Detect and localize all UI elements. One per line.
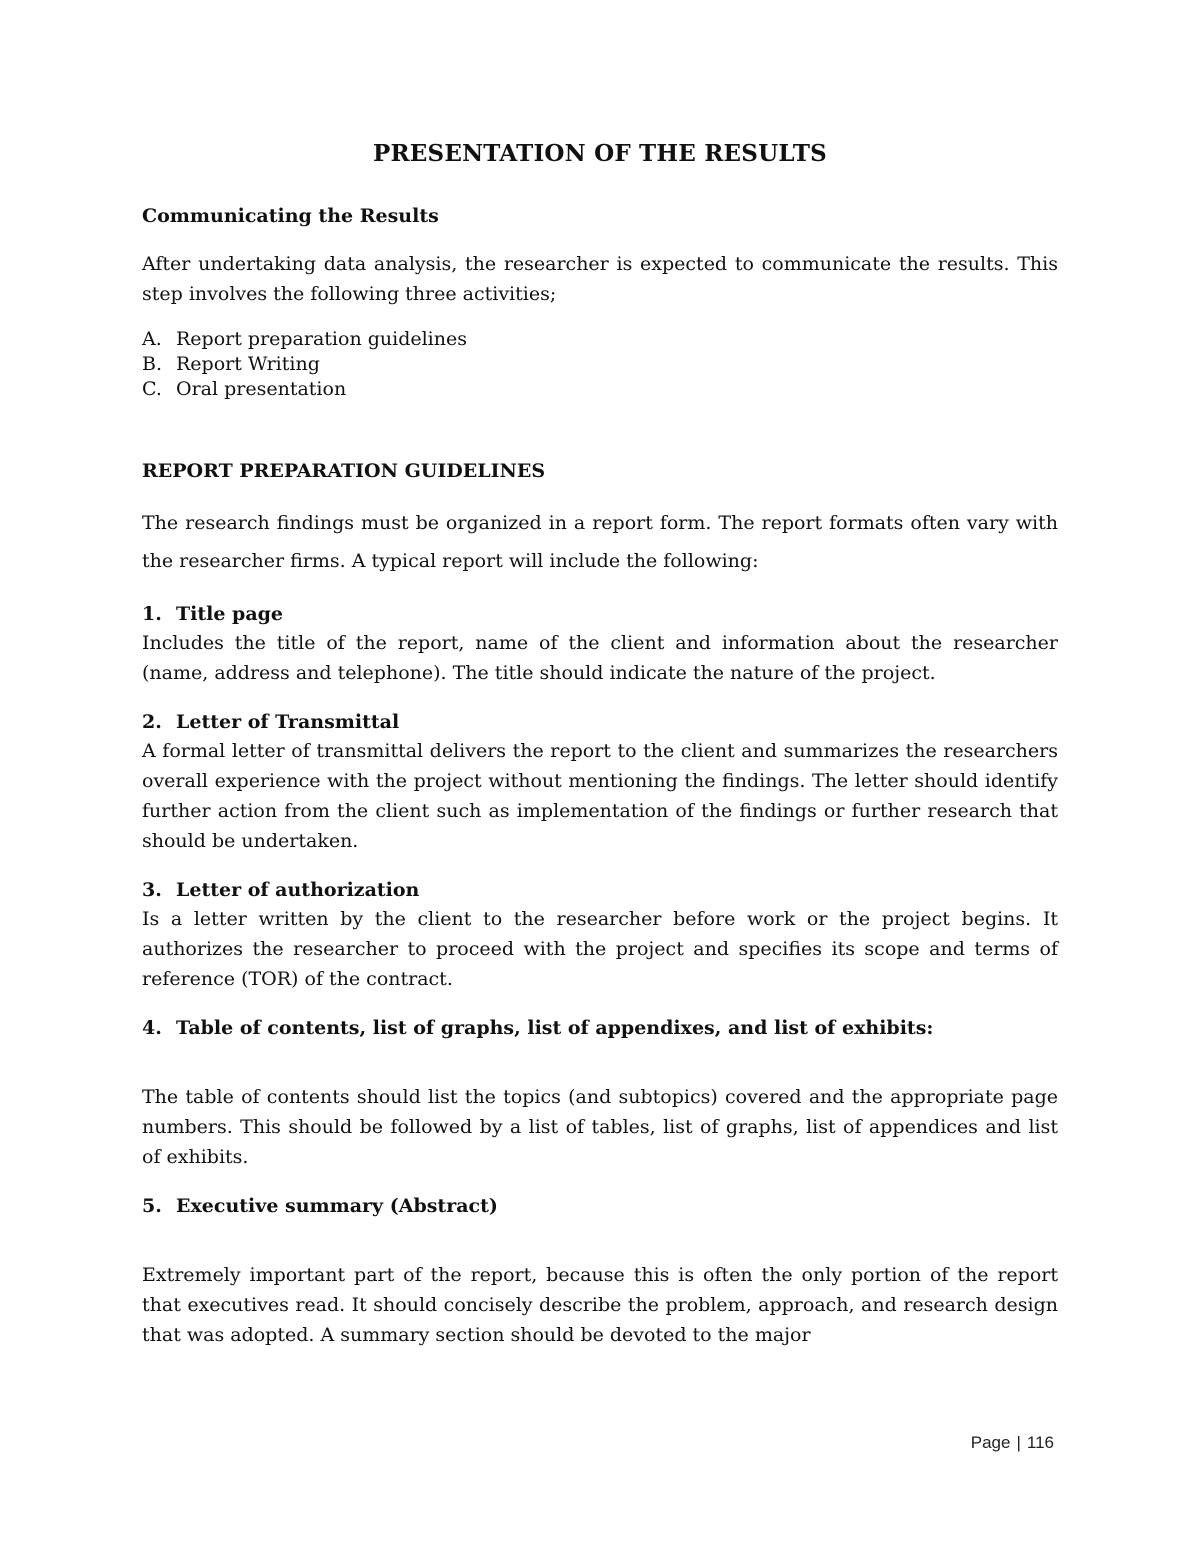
item-body: Includes the title of the report, name of the client and information about the researcher (name, address and telephone). The title should indicate the nature of the project. (142, 632, 1058, 684)
list-item (142, 327, 1058, 352)
item-heading (142, 1014, 1058, 1042)
item-heading-text: Letter of authorization (176, 879, 420, 901)
page-label: Page (970, 1433, 1011, 1452)
item-heading (142, 600, 1058, 628)
report-item-letter-of-transmittal (142, 708, 1058, 856)
item-body: A formal letter of transmittal delivers the report to the client and summarizes the researchers overall experience with the project without mentioning the findings. The letter should identify further action from the client such as implementation of the findings or further research that should be undertaken. (142, 740, 1058, 852)
item-heading-text: Table of contents, list of graphs, list of appendixes, and list of exhibits: (176, 1017, 934, 1039)
section-intro-paragraph: The research findings must be organized in a report form. The report formats often vary with the researcher firms. A typical report will include the following: (142, 512, 1058, 572)
item-number: 1. (142, 603, 162, 625)
item-heading-text: Title page (176, 603, 284, 625)
list-marker: C. (142, 378, 162, 400)
list-marker: A. (142, 328, 162, 350)
item-number: 4. (142, 1017, 162, 1039)
item-number: 3. (142, 879, 162, 901)
item-heading (142, 1192, 1058, 1220)
page-footer (971, 1433, 1054, 1453)
activities-list (142, 327, 1058, 402)
item-number: 2. (142, 711, 162, 733)
report-item-title-page (142, 600, 1058, 688)
intro-paragraph: After undertaking data analysis, the researcher is expected to communicate the results. This step involves the following three activities; (142, 253, 1058, 305)
item-heading (142, 708, 1058, 736)
item-heading (142, 876, 1058, 904)
report-item-table-of-contents (142, 1014, 1058, 1172)
report-item-executive-summary (142, 1192, 1058, 1350)
page-content (142, 140, 1058, 1370)
list-item-label: Oral presentation (176, 378, 347, 400)
item-body: Is a letter written by the client to the researcher before work or the project begins. It authorizes the researcher to proceed with the project and specifies its scope and terms of reference (TOR) of the contract. (142, 908, 1058, 990)
page-number: 116 (1026, 1433, 1054, 1452)
list-item-label: Report Writing (176, 353, 320, 375)
list-item (142, 377, 1058, 402)
item-number: 5. (142, 1195, 162, 1217)
item-heading-text: Letter of Transmittal (176, 711, 400, 733)
list-item (142, 352, 1058, 377)
report-item-letter-of-authorization (142, 876, 1058, 994)
page-title: PRESENTATION OF THE RESULTS (373, 140, 827, 167)
page-separator: | (1016, 1433, 1021, 1452)
item-body: The table of contents should list the topics (and subtopics) covered and the appropriate page numbers. This should be followed by a list of tables, list of graphs, list of appendices and list of exhibits. (142, 1086, 1058, 1168)
list-item-label: Report preparation guidelines (176, 328, 467, 350)
item-body: Extremely important part of the report, because this is often the only portion of the report that executives read. It should concisely describe the problem, approach, and research design that was adopted. A summary section should be devoted to the major (142, 1264, 1058, 1346)
section-heading: REPORT PREPARATION GUIDELINES (142, 460, 546, 482)
list-marker: B. (142, 353, 163, 375)
subheading-communicating: Communicating the Results (142, 205, 439, 227)
item-heading-text: Executive summary (Abstract) (176, 1195, 498, 1217)
